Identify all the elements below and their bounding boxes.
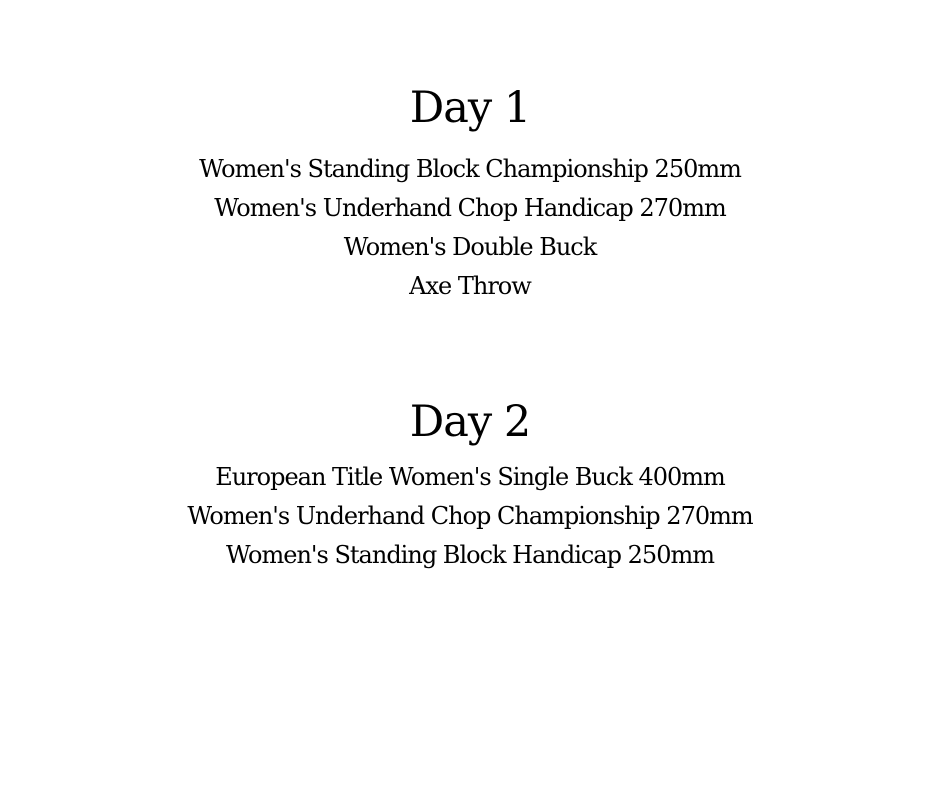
event-item: Axe Throw (409, 272, 531, 300)
day-1-section (0, 82, 940, 306)
event-item: European Title Women's Single Buck 400mm (215, 463, 725, 491)
event-item: Women's Standing Block Handicap 250mm (226, 541, 714, 569)
event-item: Women's Standing Block Championship 250mm (199, 155, 741, 183)
event-item: Women's Underhand Chop Handicap 270mm (214, 194, 726, 222)
event-item: Women's Double Buck (343, 233, 597, 261)
event-item: Women's Underhand Chop Championship 270mm (187, 502, 753, 530)
day-2-section (0, 396, 940, 575)
day-1-heading: Day 1 (409, 83, 531, 133)
day-2-event-list (0, 458, 940, 575)
day-2-heading: Day 2 (409, 397, 531, 447)
day-1-event-list (0, 150, 940, 306)
